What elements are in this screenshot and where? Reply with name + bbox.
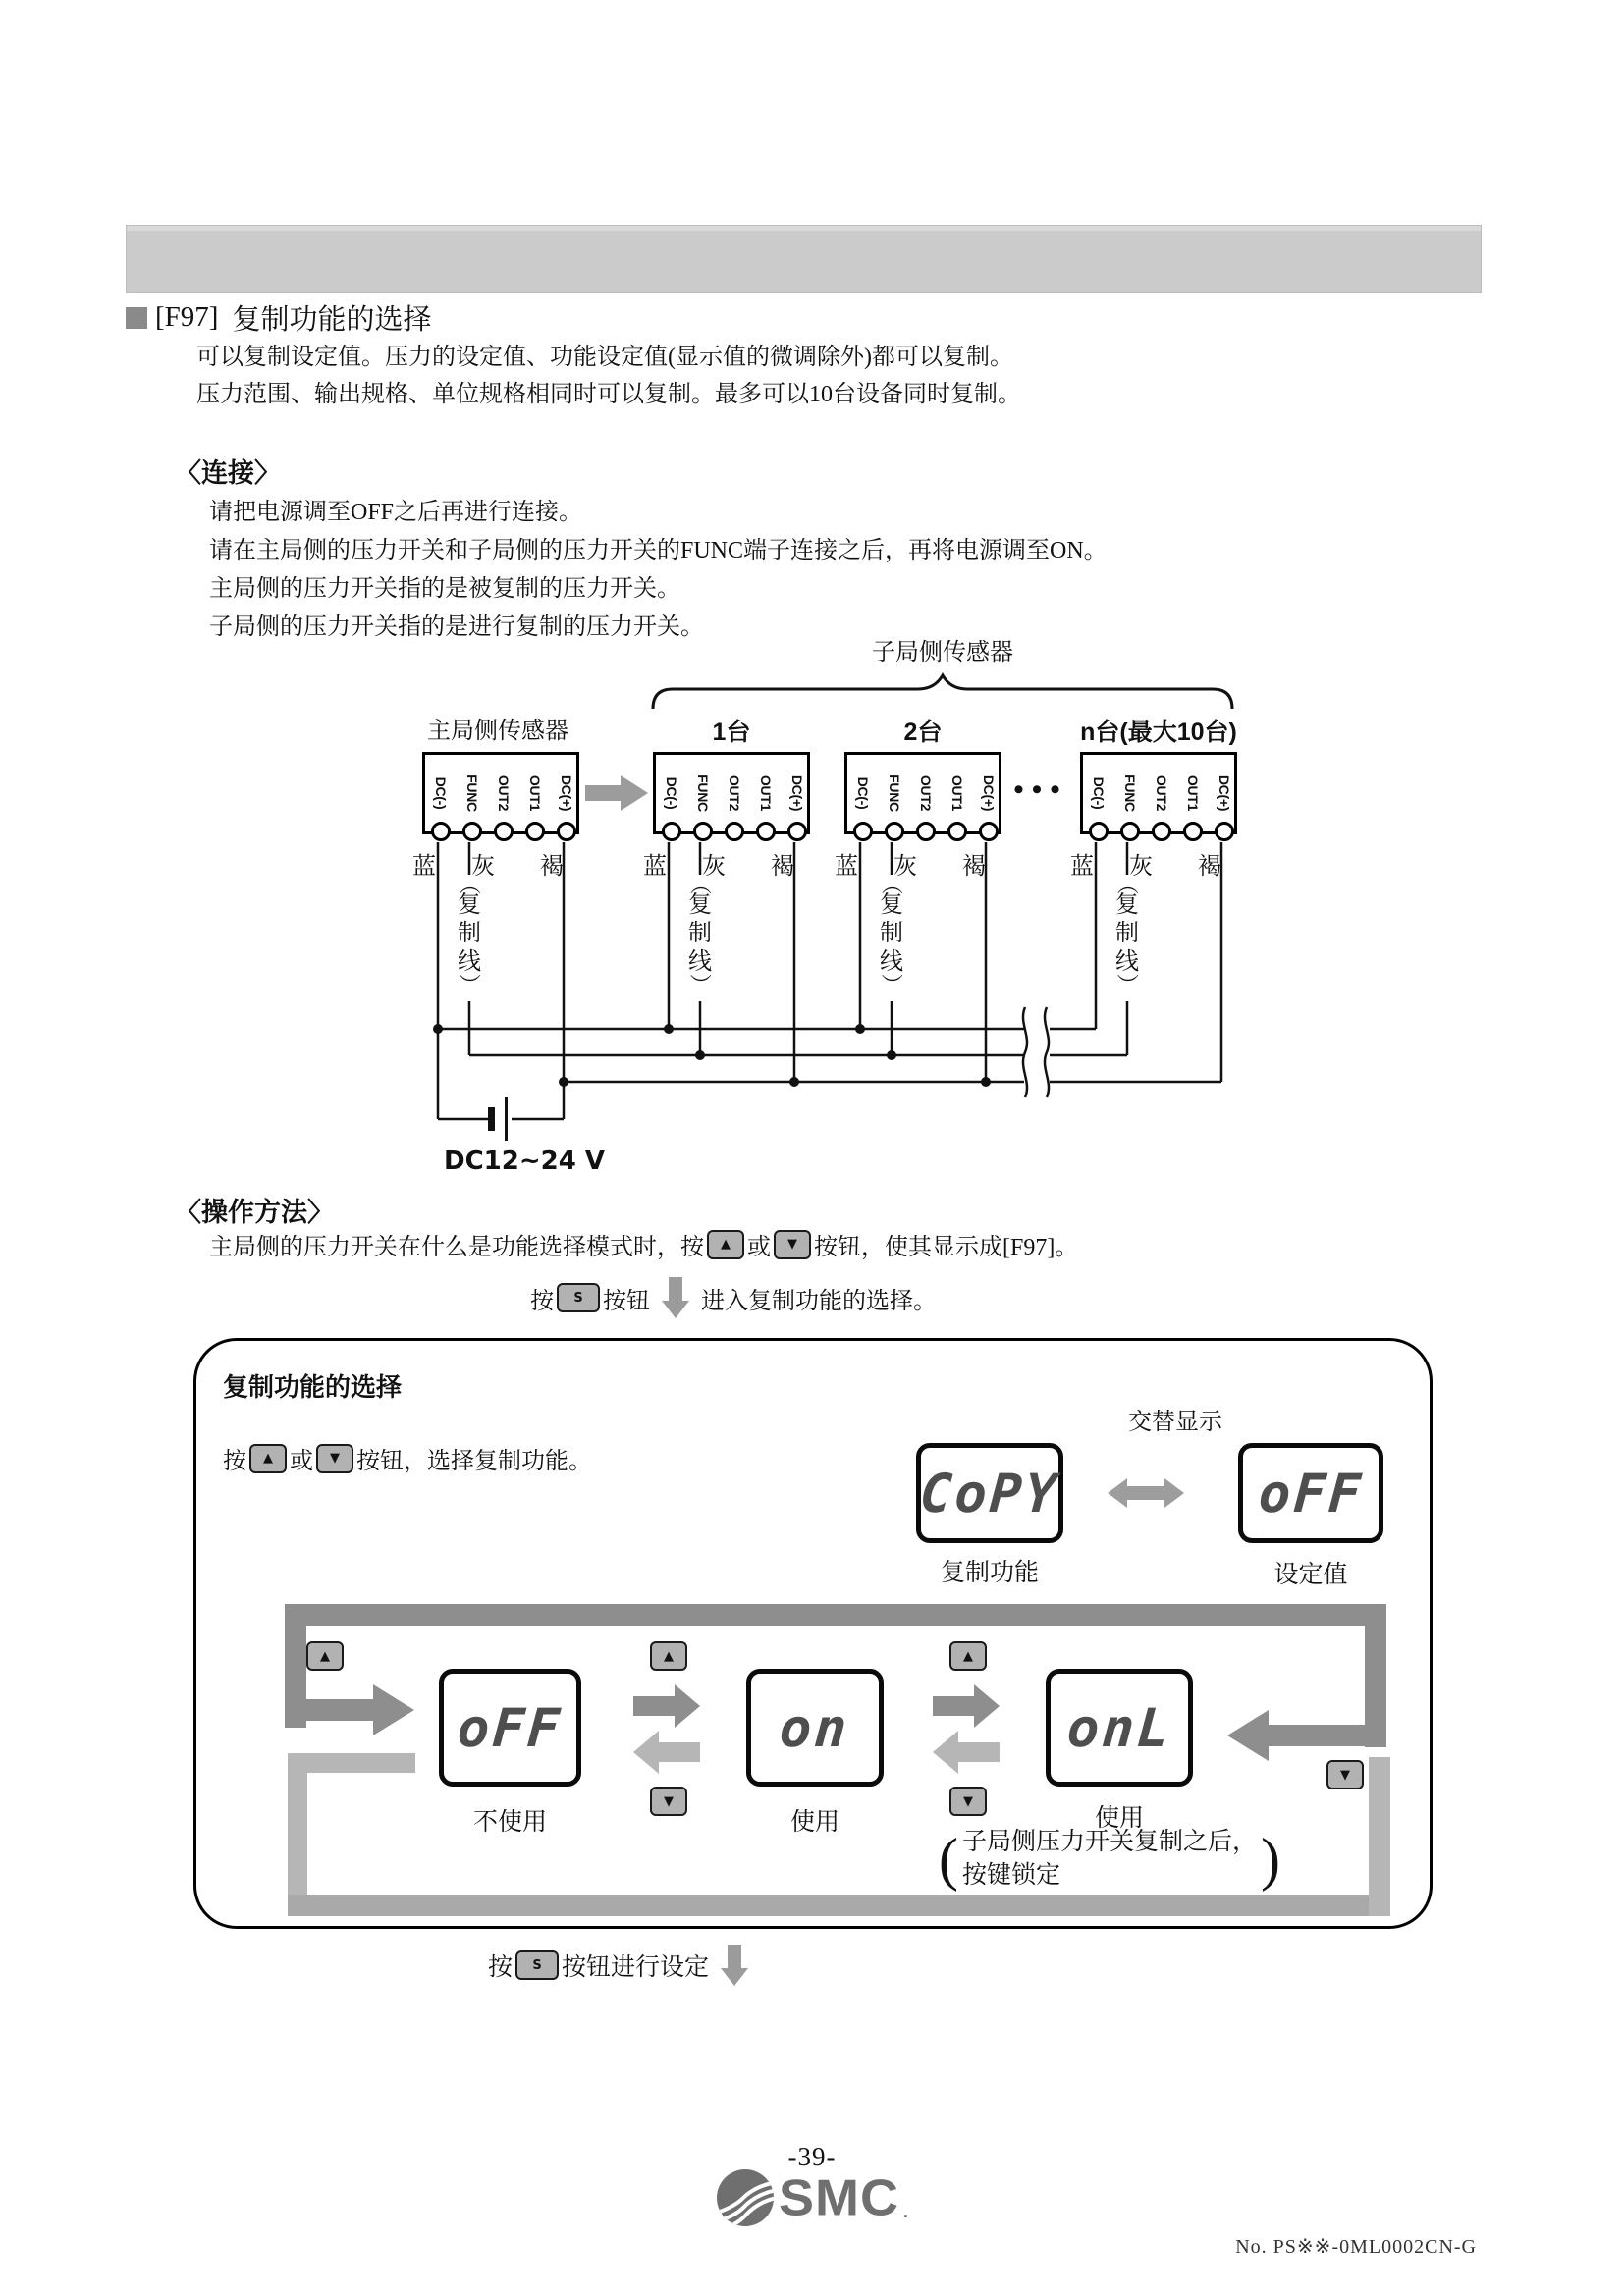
wire-color-blue: 蓝	[1070, 854, 1094, 880]
step-arrowhead-left	[933, 1731, 958, 1774]
step-arrow-left	[958, 1742, 1000, 1762]
panel-title: 复制功能的选择	[223, 1372, 403, 1402]
up-arrow-key-icon: ▲	[249, 1444, 287, 1473]
terminal-label: DC(+)	[559, 774, 574, 812]
wire-color-brown: 褐	[962, 854, 986, 880]
step-arrowhead-right	[675, 1684, 700, 1728]
step-arrow-left	[659, 1742, 700, 1762]
section-title	[126, 297, 431, 338]
s-text-pre: 按	[530, 1288, 554, 1314]
connection-line: 请把电源调至OFF之后再进行连接。	[209, 500, 583, 525]
copy-function-caption: 复制功能	[940, 1560, 1039, 1586]
brand-dot: .	[902, 2202, 908, 2221]
up-arrow-key-icon: ▲	[707, 1230, 744, 1259]
wire-color-gray: 灰	[893, 854, 917, 880]
brand-logo	[0, 2167, 1624, 2228]
terminal-label: OUT2	[496, 774, 512, 812]
terminal-label: OUT1	[1185, 774, 1201, 812]
down-arrow-key-icon: ▼	[316, 1444, 353, 1473]
paren-top: （	[457, 873, 482, 895]
step-arrow-right	[933, 1696, 974, 1716]
s-text-mid: 按钮	[603, 1288, 650, 1314]
onl-state-caption: 使用	[1094, 1805, 1144, 1832]
lcd-display-off-setting: oFF	[1238, 1443, 1383, 1543]
terminal-label: FUNC	[695, 774, 711, 812]
wire-color-gray: 灰	[702, 854, 726, 880]
terminal-label: OUT2	[727, 774, 742, 812]
setting-value-caption: 设定值	[1273, 1562, 1348, 1588]
connection-line: 请在主局侧的压力开关和子局侧的压力开关的FUNC端子连接之后，再将电源调至ON。	[209, 538, 1108, 563]
paren-bottom: ）	[457, 973, 482, 995]
terminal-label: OUT1	[949, 774, 965, 812]
intro-paragraph	[196, 339, 1021, 413]
left-right-arrow-icon	[1108, 1478, 1184, 1508]
flow-path-right	[1365, 1604, 1386, 1747]
terminal-label: DC(+)	[1217, 774, 1232, 812]
section-header-bar	[126, 225, 1482, 293]
s-key-icon: S	[557, 1283, 600, 1312]
connection-line: 主局侧的压力开关指的是被复制的压力开关。	[209, 576, 680, 602]
operation-instruction	[209, 1227, 1078, 1261]
wire-color-brown: 褐	[771, 854, 794, 880]
paren-top: （	[687, 873, 713, 895]
up-arrow-key-icon: ▲	[650, 1641, 687, 1671]
down-arrow-icon	[721, 1945, 748, 1986]
connection-line: 子局侧的压力开关指的是进行复制的压力开关。	[209, 614, 704, 640]
flow-arrowhead-left	[1227, 1710, 1269, 1761]
wire-color-gray: 灰	[1129, 854, 1153, 880]
alternate-display-label: 交替显示	[1128, 1410, 1222, 1435]
operation-text-pre: 主局侧的压力开关在什么是功能选择模式时，按	[209, 1235, 704, 1260]
down-arrow-icon	[662, 1277, 689, 1318]
smc-globe-icon	[716, 2168, 775, 2227]
terminal-label: OUT1	[758, 774, 774, 812]
wire-color-brown: 褐	[540, 854, 564, 880]
step-arrowhead-left	[633, 1731, 659, 1774]
lcd-display-onl: onL	[1046, 1669, 1193, 1787]
paren-top: （	[879, 873, 904, 895]
operation-heading: 〈操作方法〉	[175, 1198, 334, 1227]
section-bullet-square	[126, 307, 147, 329]
ellipsis-dots: •••	[1013, 774, 1068, 806]
big-paren-close: )	[1261, 1827, 1280, 1892]
onl-note-lines	[962, 1826, 1257, 1893]
intro-line-2: 压力范围、输出规格、单位规格相同时可以复制。最多可以10台设备同时复制。	[196, 382, 1021, 407]
master-sensor-label: 主局侧传感器	[427, 719, 568, 744]
intro-line-1: 可以复制设定值。压力的设定值、功能设定值(显示值的微调除外)都可以复制。	[196, 345, 1013, 370]
copy-line-text: 复制线	[1115, 892, 1139, 975]
confirm-instruction	[488, 1945, 760, 1986]
terminal-label: FUNC	[887, 774, 902, 812]
panel-text-post: 按钮，选择复制功能。	[356, 1449, 592, 1474]
onl-note-line-1: 子局侧压力开关复制之后，	[961, 1829, 1257, 1855]
slave-group-brace	[653, 675, 1232, 709]
lcd-display-on: on	[746, 1669, 884, 1787]
terminal-label: DC(-)	[855, 776, 871, 810]
terminal-label: FUNC	[1122, 774, 1138, 812]
slave-sensors-label: 子局侧传感器	[872, 640, 1013, 666]
connection-text	[209, 494, 1108, 647]
paren-top: （	[1114, 873, 1140, 895]
terminal-label: OUT2	[918, 774, 934, 812]
terminal-label: DC(-)	[1091, 776, 1107, 810]
document-number: No. PS※※-0ML0002CN-G	[1235, 2236, 1477, 2258]
unit-label-n: n台(最大10台)	[1080, 719, 1237, 746]
flow-path-top	[285, 1604, 1386, 1626]
wiring-diagram-lines	[0, 628, 1624, 1188]
terminal-label: DC(+)	[981, 774, 997, 812]
terminal-label: FUNC	[464, 774, 480, 812]
battery-symbol	[488, 1107, 495, 1131]
lcd-display-off: oFF	[439, 1669, 581, 1787]
onl-note-line-2: 按键锁定	[961, 1862, 1060, 1889]
unit-label-2: 2台	[903, 719, 943, 746]
return-path-bottom	[288, 1895, 1390, 1916]
wire-color-blue: 蓝	[835, 854, 858, 880]
onl-note	[935, 1826, 1284, 1893]
paren-bottom: ）	[687, 973, 713, 995]
s-key-icon: S	[515, 1950, 559, 1980]
flow-arrow-into-off	[306, 1699, 373, 1721]
flow-arrowhead-right	[373, 1684, 414, 1735]
brand-text: SMC	[778, 2169, 899, 2226]
panel-text-pre: 按	[223, 1449, 246, 1474]
panel-instruction	[223, 1441, 592, 1475]
terminal-label: DC(-)	[433, 776, 449, 810]
page-number: -39-	[787, 2142, 837, 2171]
operation-text-or: 或	[747, 1235, 771, 1260]
wire-color-gray: 灰	[471, 854, 495, 880]
return-path-left	[288, 1753, 307, 1916]
copy-line-text: 复制线	[880, 892, 903, 975]
flow-arrow-into-onl	[1269, 1725, 1365, 1746]
down-arrow-key-icon: ▼	[650, 1787, 687, 1816]
wire-color-blue: 蓝	[412, 854, 436, 880]
down-arrow-key-icon: ▼	[1326, 1760, 1364, 1789]
operation-text-post: 按钮，使其显示成[F97]。	[814, 1235, 1079, 1260]
paren-bottom: ）	[1114, 973, 1140, 995]
terminal-label: OUT2	[1154, 774, 1169, 812]
unit-label-1: 1台	[712, 719, 751, 746]
terminal-label: DC(-)	[664, 776, 679, 810]
on-state-caption: 使用	[789, 1809, 839, 1836]
terminal-label: OUT1	[527, 774, 543, 812]
section-title-code: [F97]	[155, 301, 219, 333]
connection-heading: 〈连接〉	[175, 458, 281, 488]
up-arrow-key-icon: ▲	[306, 1641, 344, 1671]
step-arrow-right	[633, 1696, 675, 1716]
flow-path-left	[285, 1604, 306, 1728]
wire-color-blue: 蓝	[643, 854, 667, 880]
lcd-display-copy: CoPY	[916, 1443, 1063, 1543]
confirm-text-mid: 按钮进行设定	[562, 1954, 710, 1981]
copy-line-text: 复制线	[458, 892, 481, 975]
return-path-right	[1369, 1757, 1390, 1916]
terminal-label: DC(+)	[789, 774, 805, 812]
master-to-slave-arrow	[585, 785, 621, 801]
s-button-instruction	[530, 1277, 937, 1318]
big-paren-open: (	[939, 1827, 958, 1892]
power-supply-label: DC12~24 V	[444, 1147, 605, 1176]
s-text-post: 进入复制功能的选择。	[701, 1288, 937, 1314]
step-arrowhead-right	[974, 1684, 1000, 1728]
paren-bottom: ）	[879, 973, 904, 995]
wire-color-brown: 褐	[1198, 854, 1221, 880]
up-arrow-key-icon: ▲	[949, 1641, 987, 1671]
down-arrow-key-icon: ▼	[949, 1787, 987, 1816]
copy-line-text: 复制线	[688, 892, 712, 975]
down-arrow-key-icon: ▼	[774, 1230, 811, 1259]
section-title-text: 复制功能的选择	[232, 304, 432, 336]
confirm-text-pre: 按	[488, 1954, 514, 1981]
panel-text-or: 或	[290, 1449, 313, 1474]
off-state-caption: 不使用	[472, 1809, 547, 1836]
